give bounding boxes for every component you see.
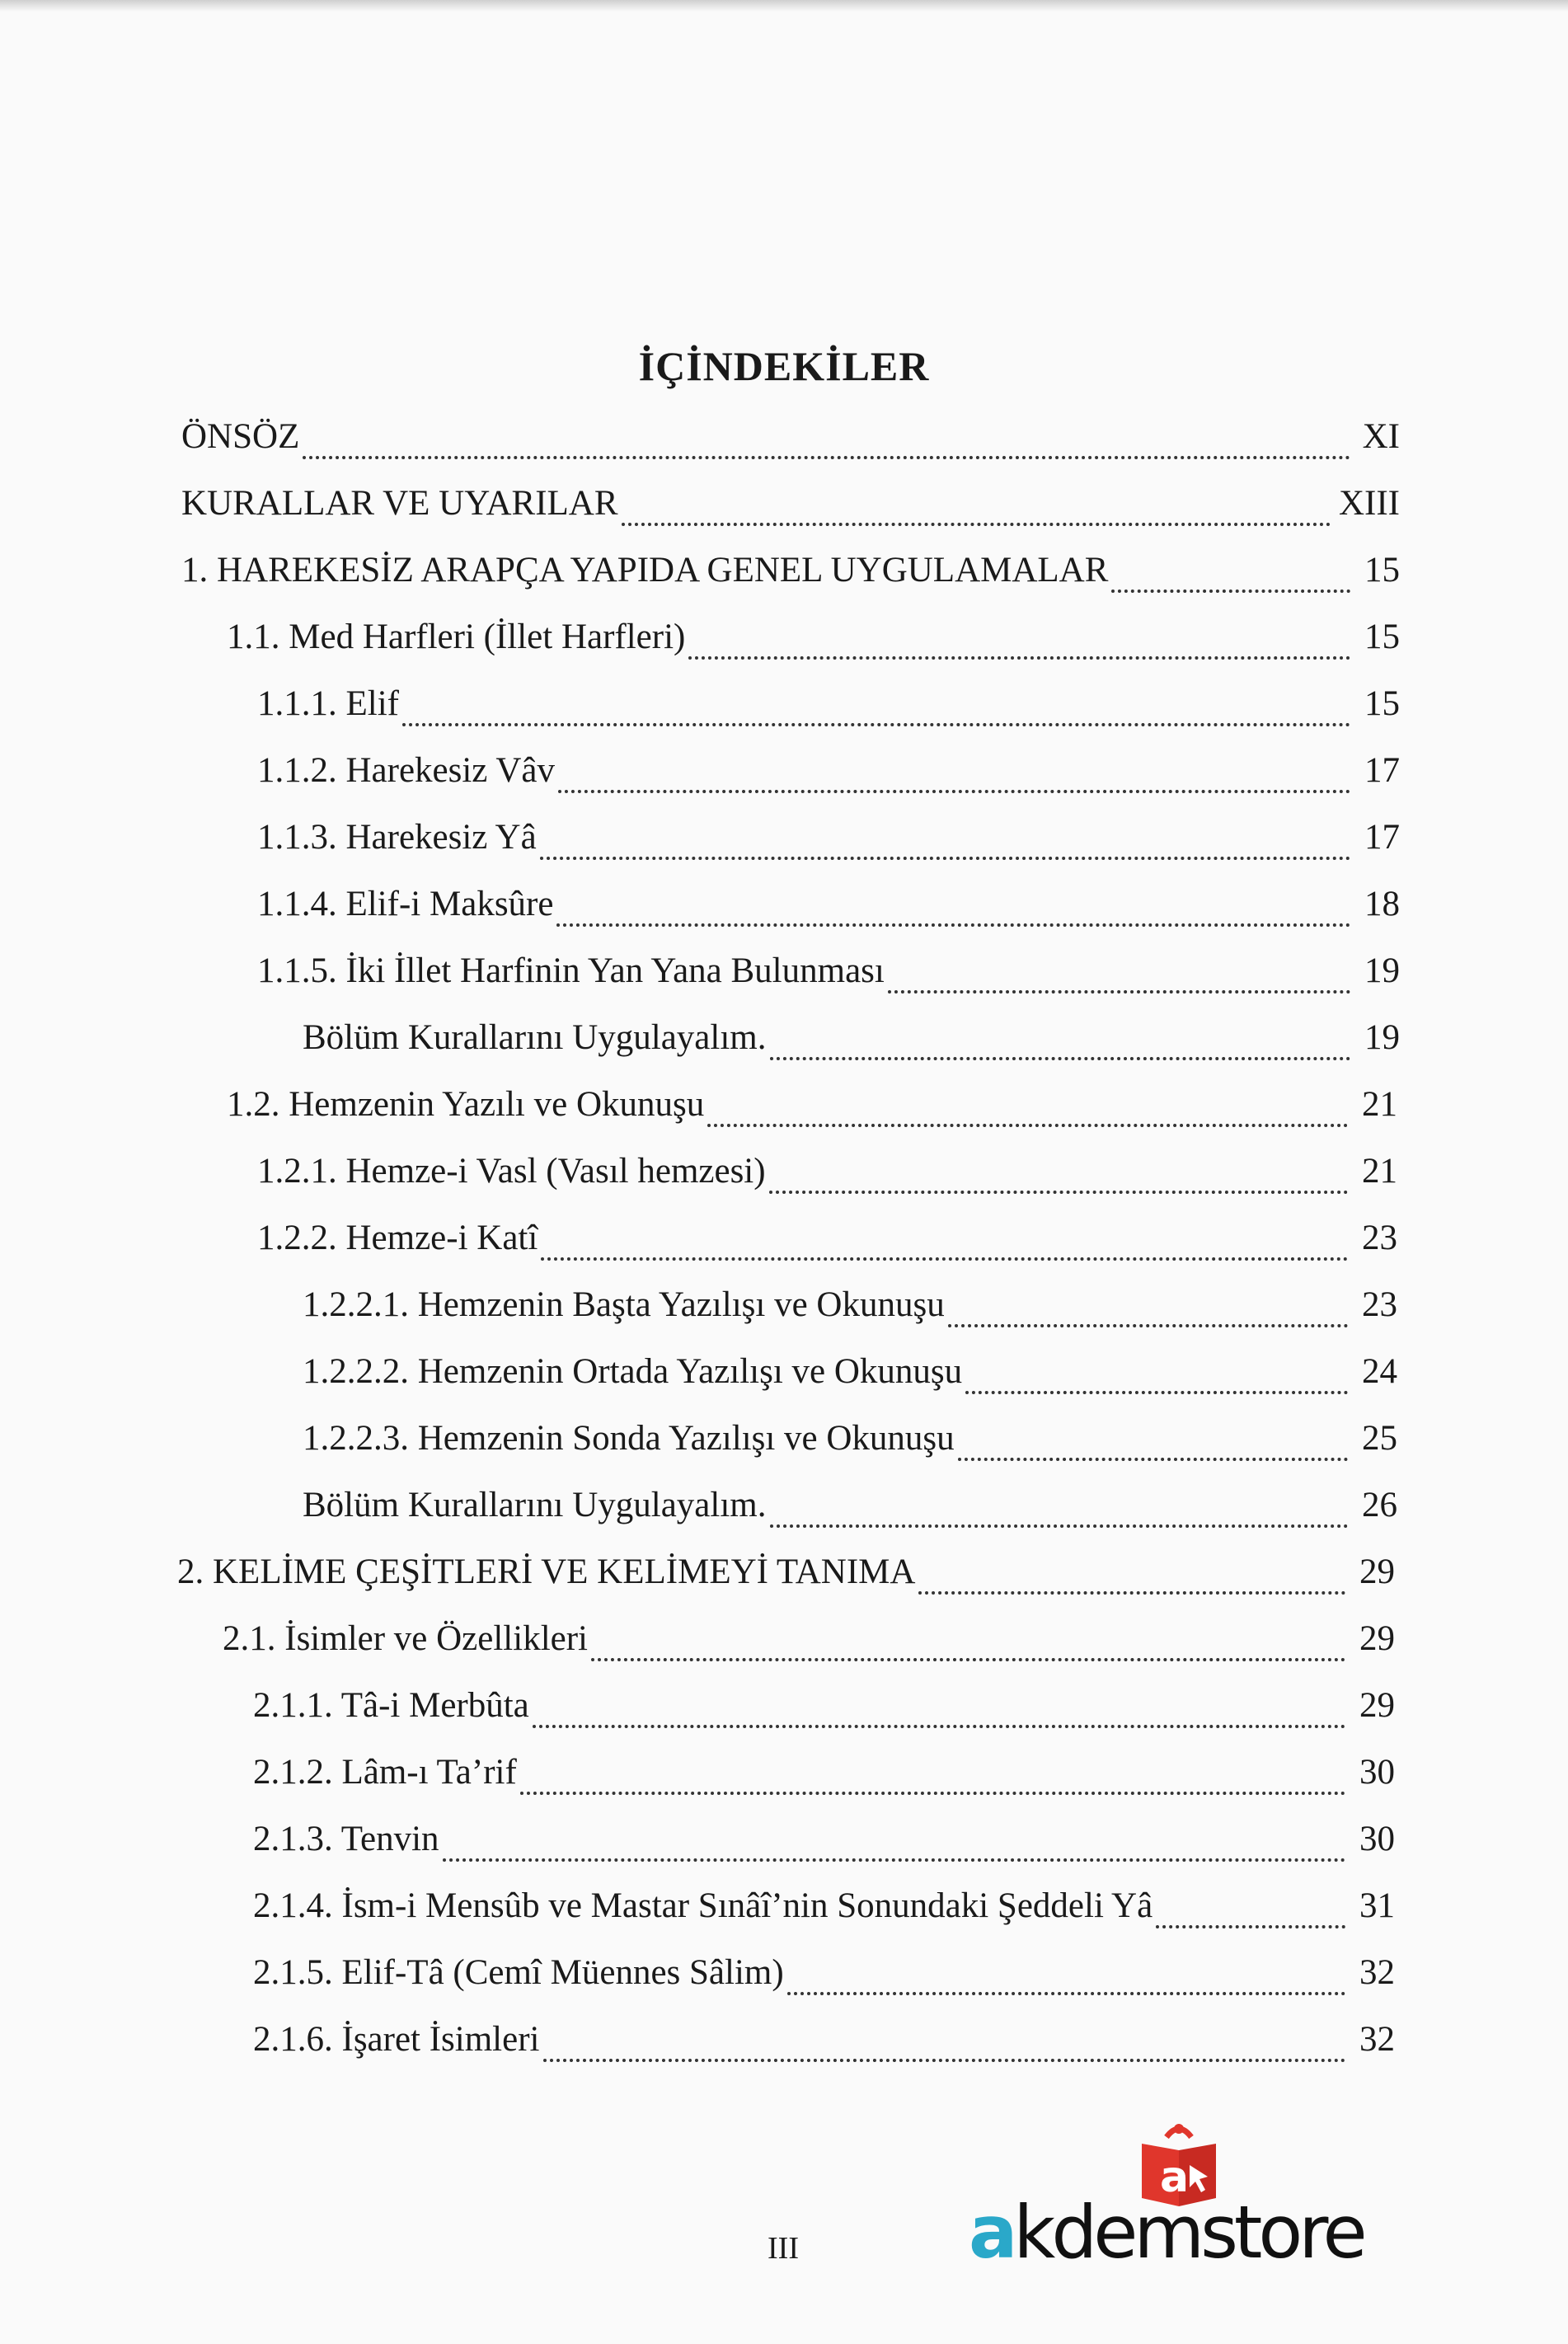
toc-entry bbox=[257, 750, 1400, 800]
toc-entry bbox=[257, 884, 1400, 933]
dot-leader bbox=[402, 723, 1350, 726]
dot-leader bbox=[541, 1257, 1348, 1261]
dot-leader bbox=[769, 1191, 1348, 1194]
toc-entry-page: 26 bbox=[1362, 1486, 1397, 1524]
dot-leader bbox=[540, 857, 1350, 860]
page-number: III bbox=[768, 2231, 799, 2266]
toc-entry-label: Bölüm Kurallarını Uygulayalım. bbox=[303, 1486, 767, 1524]
toc-entry-page: 18 bbox=[1364, 885, 1400, 923]
toc-entry bbox=[227, 1084, 1397, 1134]
toc-entry-page: 15 bbox=[1364, 618, 1400, 656]
toc-entry-page: XIII bbox=[1338, 484, 1400, 523]
dot-leader bbox=[770, 1057, 1351, 1060]
toc-entry-page: 29 bbox=[1359, 1552, 1395, 1591]
toc-entry bbox=[253, 1752, 1395, 1801]
dot-leader bbox=[558, 790, 1350, 793]
dot-leader bbox=[533, 1725, 1345, 1728]
toc-entry-page: XI bbox=[1362, 417, 1400, 456]
toc-entry-label: 1.2.2.3. Hemzenin Sonda Yazılışı ve Okunuşu bbox=[303, 1419, 955, 1458]
toc-entry bbox=[303, 1017, 1400, 1067]
toc-entry-label: 1.1.1. Elif bbox=[257, 684, 399, 723]
toc-entry-page: 15 bbox=[1364, 684, 1400, 723]
dot-leader bbox=[958, 1458, 1348, 1461]
dot-leader bbox=[888, 990, 1350, 993]
dot-leader bbox=[543, 2059, 1346, 2062]
toc-entry-label: 1.2. Hemzenin Yazılı ve Okunuşu bbox=[227, 1085, 705, 1124]
toc-entry bbox=[253, 1685, 1395, 1735]
toc-entry bbox=[257, 1218, 1397, 1267]
toc-entry-page: 32 bbox=[1359, 2020, 1395, 2059]
dot-leader bbox=[622, 523, 1331, 526]
toc-entry-page: 32 bbox=[1359, 1953, 1395, 1992]
toc-entry bbox=[181, 416, 1400, 466]
toc-entry-label: 1.1.4. Elif-i Maksûre bbox=[257, 885, 554, 923]
dot-leader bbox=[443, 1858, 1345, 1862]
toc-entry-label: 2.1.6. İşaret İsimleri bbox=[253, 2020, 540, 2059]
logo-icon-letter: a bbox=[1160, 2153, 1190, 2202]
toc-entry bbox=[253, 2019, 1395, 2069]
toc-entry bbox=[257, 1151, 1397, 1200]
toc-entry-label: 1.1.2. Harekesiz Vâv bbox=[257, 751, 556, 790]
dot-leader bbox=[591, 1658, 1345, 1661]
toc-entry-label: Bölüm Kurallarını Uygulayalım. bbox=[303, 1018, 767, 1057]
toc-entry-label: 1.2.1. Hemze-i Vasl (Vasıl hemzesi) bbox=[257, 1152, 766, 1191]
toc-entry-page: 23 bbox=[1362, 1219, 1397, 1257]
toc-entry bbox=[257, 951, 1400, 1000]
toc-entry-label: 1.2.2.1. Hemzenin Başta Yazılışı ve Okunuşu bbox=[303, 1285, 945, 1324]
scan-top-edge bbox=[0, 0, 1568, 12]
toc-entry-page: 25 bbox=[1362, 1419, 1397, 1458]
toc-entry-page: 24 bbox=[1362, 1352, 1397, 1391]
toc-entry bbox=[253, 1952, 1395, 2002]
toc-entry-label: 2.1.3. Tenvin bbox=[253, 1820, 439, 1858]
dot-leader bbox=[1156, 1925, 1345, 1928]
toc-entry-label: 1.1. Med Harfleri (İllet Harfleri) bbox=[227, 618, 686, 656]
toc-entry bbox=[227, 617, 1400, 666]
toc-entry-page: 21 bbox=[1362, 1085, 1397, 1124]
toc-entry-page: 17 bbox=[1364, 818, 1400, 857]
toc-entry-page: 21 bbox=[1362, 1152, 1397, 1191]
toc-entry-label: 1.2.2. Hemze-i Katî bbox=[257, 1219, 538, 1257]
toc-title: İÇİNDEKİLER bbox=[638, 343, 930, 389]
toc-entry-page: 30 bbox=[1359, 1753, 1395, 1792]
toc-entry bbox=[253, 1819, 1395, 1868]
toc-entry bbox=[257, 817, 1400, 867]
dot-leader bbox=[520, 1792, 1345, 1795]
toc-entry-label: 1.1.3. Harekesiz Yâ bbox=[257, 818, 537, 857]
dot-leader bbox=[965, 1391, 1348, 1394]
toc-entry bbox=[257, 683, 1400, 733]
toc-entry-label: 1.2.2.2. Hemzenin Ortada Yazılışı ve Okunuşu bbox=[303, 1352, 963, 1391]
toc-entry-label: ÖNSÖZ bbox=[181, 417, 300, 456]
logo-wordmark bbox=[969, 2190, 1397, 2275]
toc-entry bbox=[177, 1552, 1395, 1601]
dot-leader bbox=[948, 1324, 1348, 1327]
toc-entry-label: 2. KELİME ÇEŞİTLERİ VE KELİMEYİ TANIMA bbox=[177, 1552, 916, 1591]
toc-entry-page: 30 bbox=[1359, 1820, 1395, 1858]
toc-entry bbox=[223, 1618, 1395, 1668]
toc-entry-page: 23 bbox=[1362, 1285, 1397, 1324]
dot-leader bbox=[787, 1992, 1345, 1995]
akdemstore-logo bbox=[969, 2119, 1397, 2275]
dot-leader bbox=[303, 456, 1350, 459]
toc-entry-page: 31 bbox=[1359, 1886, 1395, 1925]
toc-entry-page: 19 bbox=[1364, 951, 1400, 990]
toc-entry-label: 2.1. İsimler ve Özellikleri bbox=[223, 1619, 588, 1658]
toc-entry-label: KURALLAR VE UYARILAR bbox=[181, 484, 618, 523]
toc-entry-page: 29 bbox=[1359, 1619, 1395, 1658]
dot-leader bbox=[918, 1591, 1345, 1595]
toc-entry-page: 15 bbox=[1364, 551, 1400, 590]
dot-leader bbox=[707, 1124, 1348, 1127]
toc-entry-label: 2.1.5. Elif-Tâ (Cemî Müennes Sâlim) bbox=[253, 1953, 784, 1992]
dot-leader bbox=[770, 1524, 1349, 1528]
toc-entry-page: 29 bbox=[1359, 1686, 1395, 1725]
toc-entry-label: 1.1.5. İki İllet Harfinin Yan Yana Bulunması bbox=[257, 951, 885, 990]
dot-leader bbox=[1111, 590, 1350, 593]
toc-entry bbox=[253, 1886, 1395, 1935]
toc-entry-label: 2.1.1. Tâ-i Merbûta bbox=[253, 1686, 529, 1725]
dot-leader bbox=[556, 923, 1350, 927]
logo-accent-letter: a bbox=[969, 2190, 1014, 2275]
dot-leader bbox=[688, 656, 1350, 660]
logo-wordmark-rest: kdemstore bbox=[1013, 2190, 1364, 2275]
toc-entry bbox=[181, 483, 1400, 533]
toc-entry-label: 2.1.4. İsm-i Mensûb ve Mastar Sınâî’nin Sonundaki Şeddeli Yâ bbox=[253, 1886, 1153, 1925]
toc-entry bbox=[303, 1418, 1397, 1468]
toc-entry bbox=[303, 1485, 1397, 1534]
toc-entry-page: 17 bbox=[1364, 751, 1400, 790]
toc-entry bbox=[303, 1351, 1397, 1401]
toc-entry-page: 19 bbox=[1364, 1018, 1400, 1057]
toc-entry-label: 2.1.2. Lâm-ı Ta’rif bbox=[253, 1753, 517, 1792]
toc-entry bbox=[303, 1285, 1397, 1334]
toc-entry-label: 1. HAREKESİZ ARAPÇA YAPIDA GENEL UYGULAMALAR bbox=[181, 551, 1109, 590]
toc-entry bbox=[181, 550, 1400, 599]
